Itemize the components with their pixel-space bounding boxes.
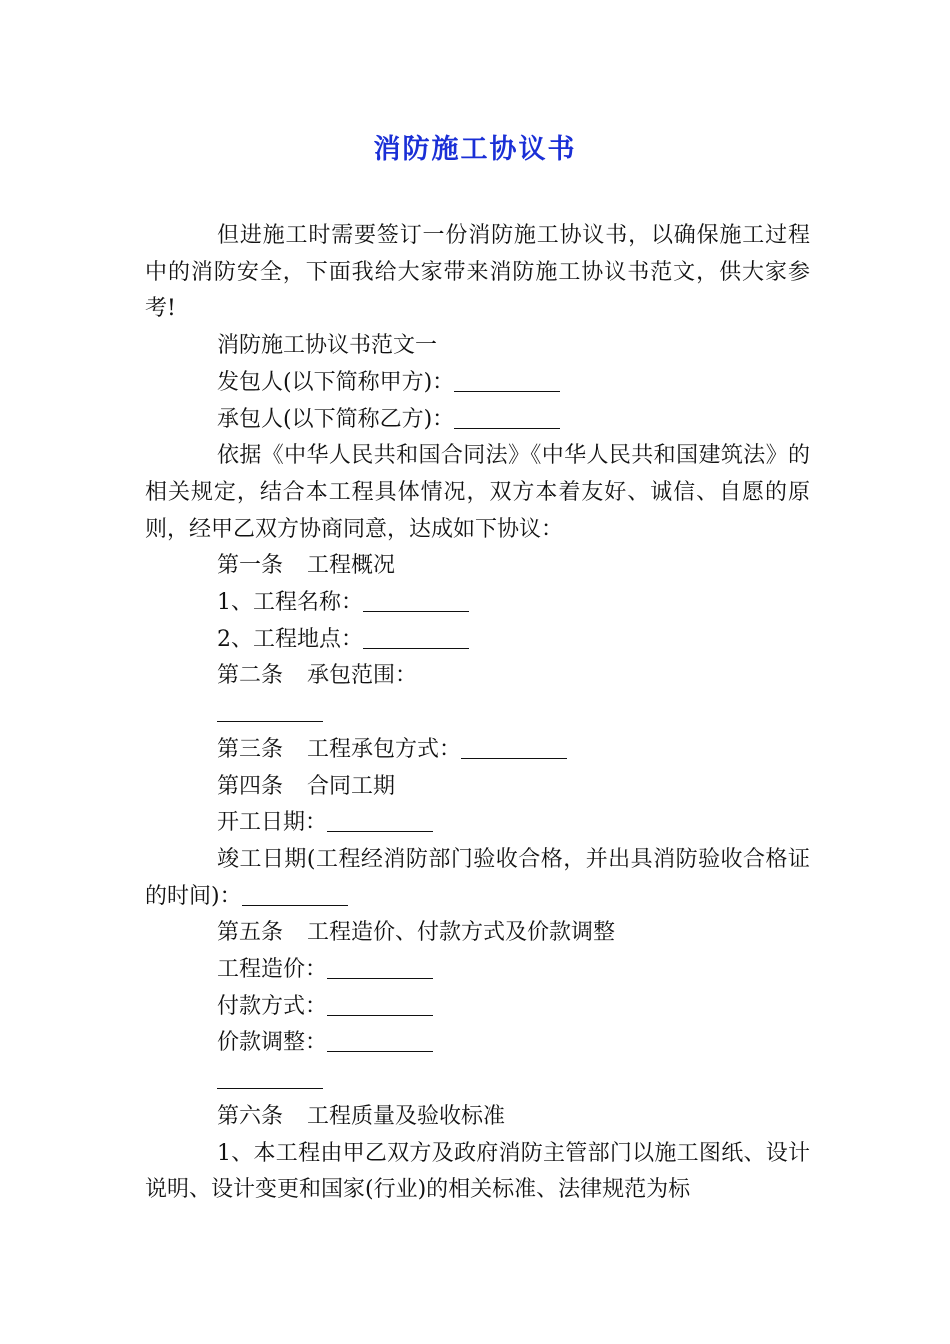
document-body [145, 218, 810, 1209]
adjust-label: 价款调整： [217, 1030, 328, 1056]
fill-blank [217, 695, 323, 732]
article-4-heading [145, 769, 810, 806]
fill-blank [327, 1029, 433, 1052]
project-location-line [145, 622, 810, 659]
article-number: 第一条 [217, 553, 284, 579]
fill-blank [363, 626, 469, 649]
sample-heading: 消防施工协议书范文一 [217, 333, 438, 359]
adjust-line [145, 1025, 810, 1062]
article-number: 第三条 [217, 736, 284, 762]
project-name-line [145, 585, 810, 622]
project-name-label: 1、工程名称： [217, 590, 363, 616]
article-title: 承包范围： [307, 663, 418, 689]
fill-blank [327, 809, 433, 832]
payment-label: 付款方式： [217, 993, 328, 1019]
start-date-line [145, 805, 810, 842]
fill-blank [454, 369, 560, 392]
article-title: 工程概况 [307, 553, 396, 579]
article-6-item-1: 1、本工程由甲乙双方及政府消防主管部门以施工图纸、设计说明、设计变更和国家(行业)的相关标准、法律规范为标 [145, 1140, 810, 1203]
payment-line [145, 989, 810, 1026]
fill-blank [327, 993, 433, 1016]
party-b-line [145, 402, 810, 439]
party-b-label: 承包人(以下简称乙方)： [217, 406, 455, 432]
article-number: 第五条 [217, 920, 284, 946]
article-number: 第六条 [217, 1103, 284, 1129]
article-title: 工程质量及验收标准 [307, 1103, 506, 1129]
document-title: 消防施工协议书 [373, 134, 577, 165]
party-a-line [145, 365, 810, 402]
project-location-label: 2、工程地点： [217, 626, 363, 652]
article-5-heading [145, 915, 810, 952]
fill-blank [454, 406, 560, 429]
article-2-heading [145, 658, 810, 695]
article-1-heading [145, 548, 810, 585]
intro-paragraph: 但进施工时需要签订一份消防施工协议书，以确保施工过程中的消防安全，下面我给大家带来消防施工协议书范文，供大家参考! [145, 223, 810, 322]
end-date-label: 竣工日期(工程经消防部门验收合格，并出具消防验收合格证的时间)： [145, 846, 810, 909]
start-date-label: 开工日期： [217, 810, 328, 836]
article-number: 第四条 [217, 773, 284, 799]
fill-blank [363, 589, 469, 612]
fill-blank [461, 736, 567, 759]
article-title: 合同工期 [307, 773, 396, 799]
article-6-heading [145, 1099, 810, 1136]
fill-blank [217, 1062, 323, 1099]
fill-blank [242, 883, 348, 906]
basis-paragraph: 依据《中华人民共和国合同法》《中华人民共和国建筑法》的相关规定，结合本工程具体情况，双方本着友好、诚信、自愿的原则，经甲乙双方协商同意，达成如下协议： [145, 443, 810, 542]
fill-blank [327, 956, 433, 979]
article-3-heading [145, 732, 810, 769]
party-a-label: 发包人(以下简称甲方)： [217, 369, 455, 395]
end-date-line [145, 842, 810, 915]
article-title: 工程造价、付款方式及价款调整 [307, 920, 616, 946]
cost-label: 工程造价： [217, 957, 328, 983]
article-title: 工程承包方式： [307, 736, 462, 762]
cost-line [145, 952, 810, 989]
article-number: 第二条 [217, 663, 284, 689]
